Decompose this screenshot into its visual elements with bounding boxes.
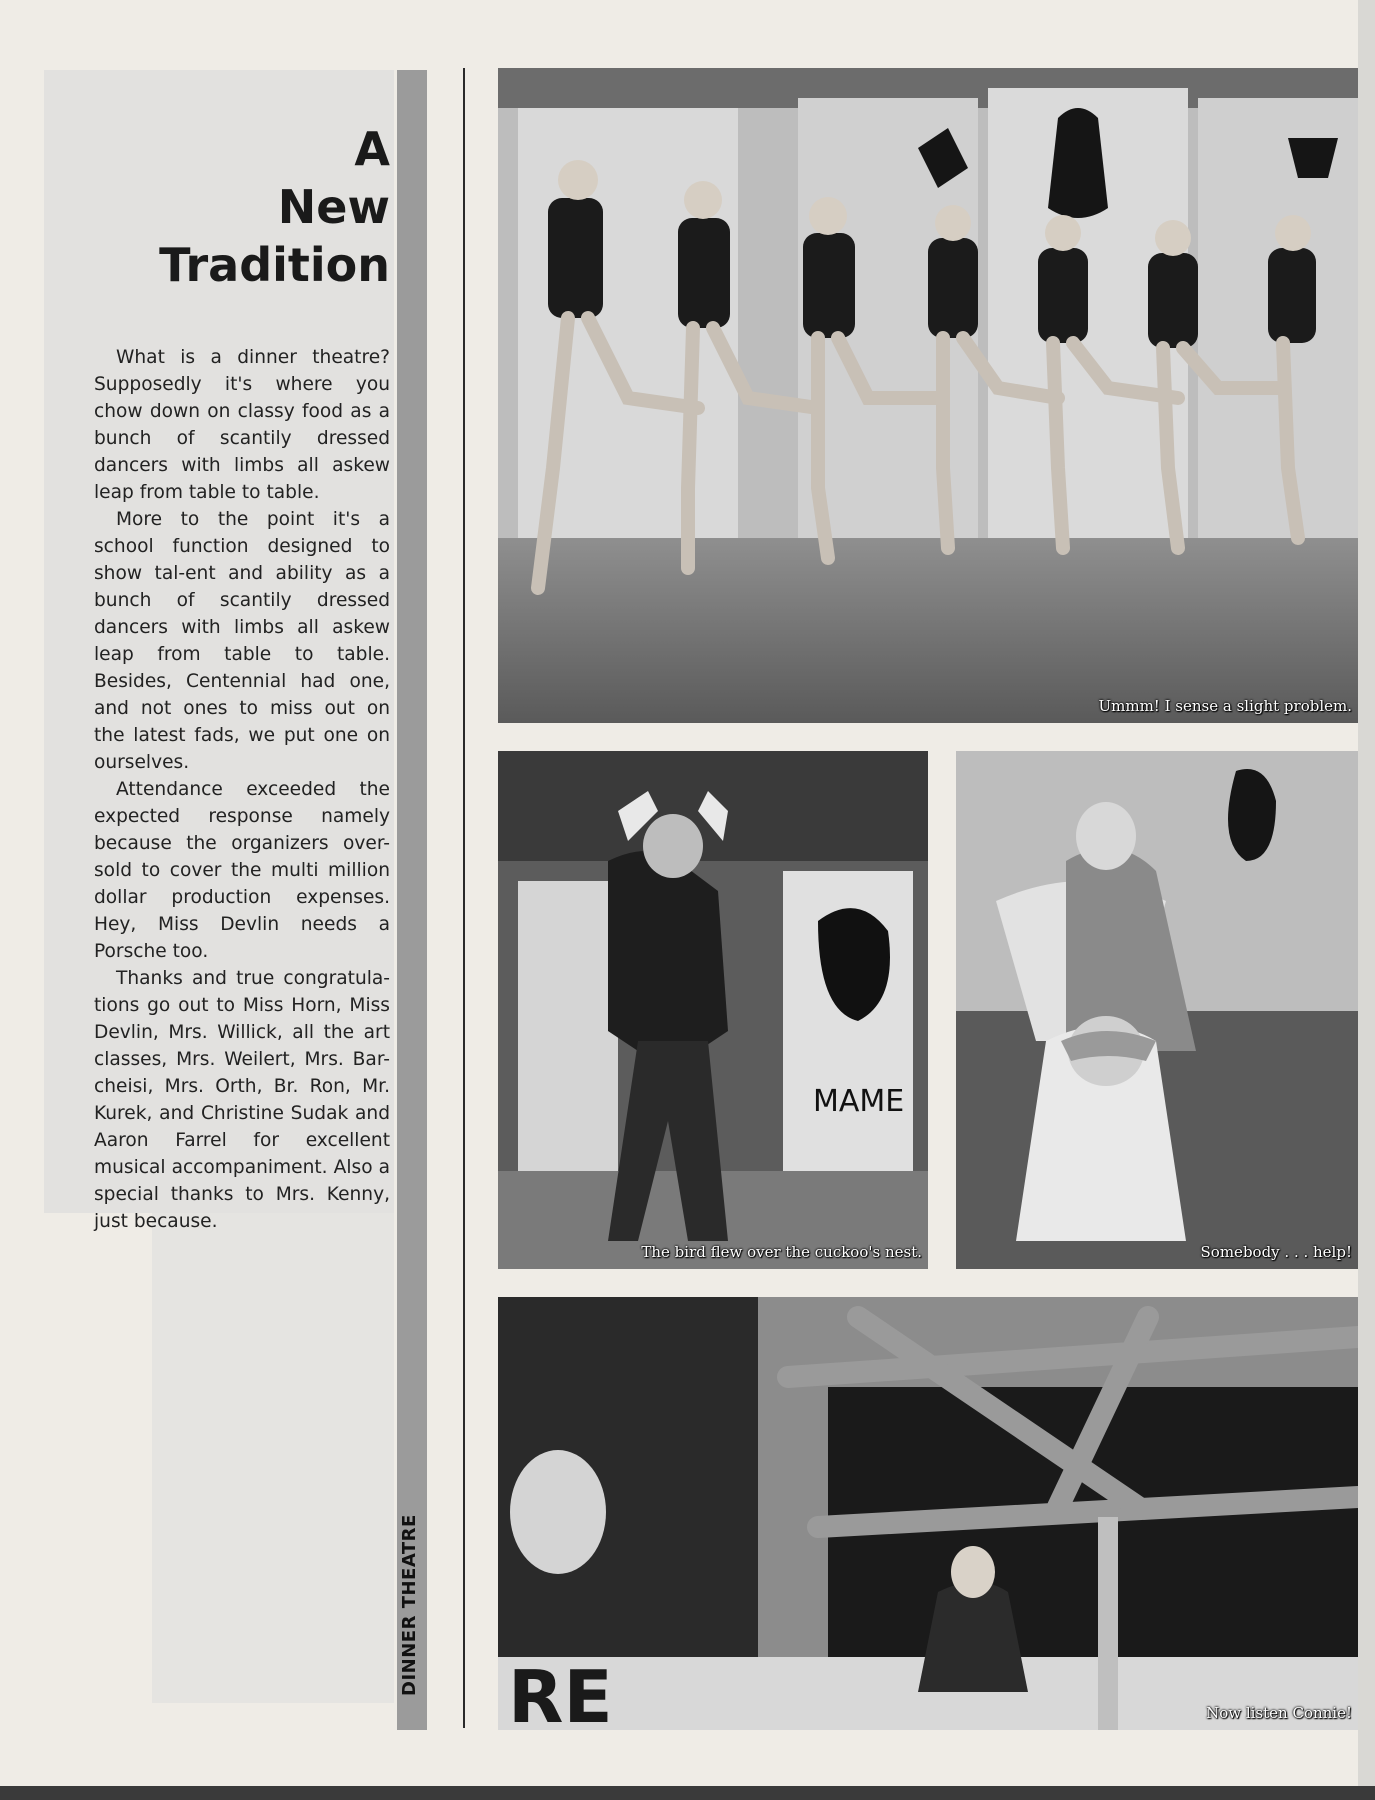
article-paragraph: Attendance exceeded the expected response namely because the organizers over-sold to cover the multi million dollar production expenses. Hey, Miss Devlin needs a Porsche too. — [94, 779, 390, 962]
article-title-line: New — [277, 180, 390, 234]
article-title-line: Tradition — [159, 238, 390, 292]
photo-dancers — [498, 68, 1358, 723]
article-body — [94, 344, 390, 1235]
photo-caption: Somebody . . . help! — [1200, 1243, 1352, 1261]
article-paragraph: Thanks and true congratula-tions go out to Miss Horn, Miss Devlin, Mrs. Willick, all the art classes, Mrs. Weilert, Mrs. Bar-cheisi, Mrs. Orth, Br. Ron, Mr. Kurek, and Christine Sudak and Aaron Farrel for excellent musical accompaniment. Also a special thanks to Mrs. Kenny, just because. — [94, 968, 390, 1232]
article-paragraph: What is a dinner theatre? Supposedly it's where you chow down on classy food as a bunch of scantily dressed dancers with limbs all askew leap from table to table. — [94, 347, 390, 503]
photo-microphone-singer — [956, 751, 1358, 1269]
photo-balcony-girl — [498, 1297, 1358, 1730]
photo-caption: The bird flew over the cuckoo's nest. — [641, 1243, 922, 1261]
article-title — [90, 120, 390, 294]
page-edge — [1358, 0, 1375, 1800]
article-background-panel-lower — [152, 1213, 394, 1703]
section-label: DINNER THEATRE — [399, 1514, 420, 1696]
vertical-divider — [463, 68, 465, 1728]
svg-text:RE: RE — [508, 1655, 613, 1730]
svg-text:MAME: MAME — [813, 1084, 905, 1119]
article-paragraph: More to the point it's a school function designed to show tal-ent and ability as a bunch of scantily dressed dancers with limbs all askew leap from table to table. Besides, Centennial had one, and not ones to miss out on the latest fads, we put one on ourselves. — [94, 509, 390, 773]
photo-caption: Ummm! I sense a slight problem. — [1098, 697, 1352, 715]
photo-masked-man — [498, 751, 928, 1269]
photo-caption: Now listen Connie! — [1206, 1704, 1352, 1722]
page-bottom-edge — [0, 1786, 1375, 1800]
article-title-line: A — [354, 122, 390, 176]
